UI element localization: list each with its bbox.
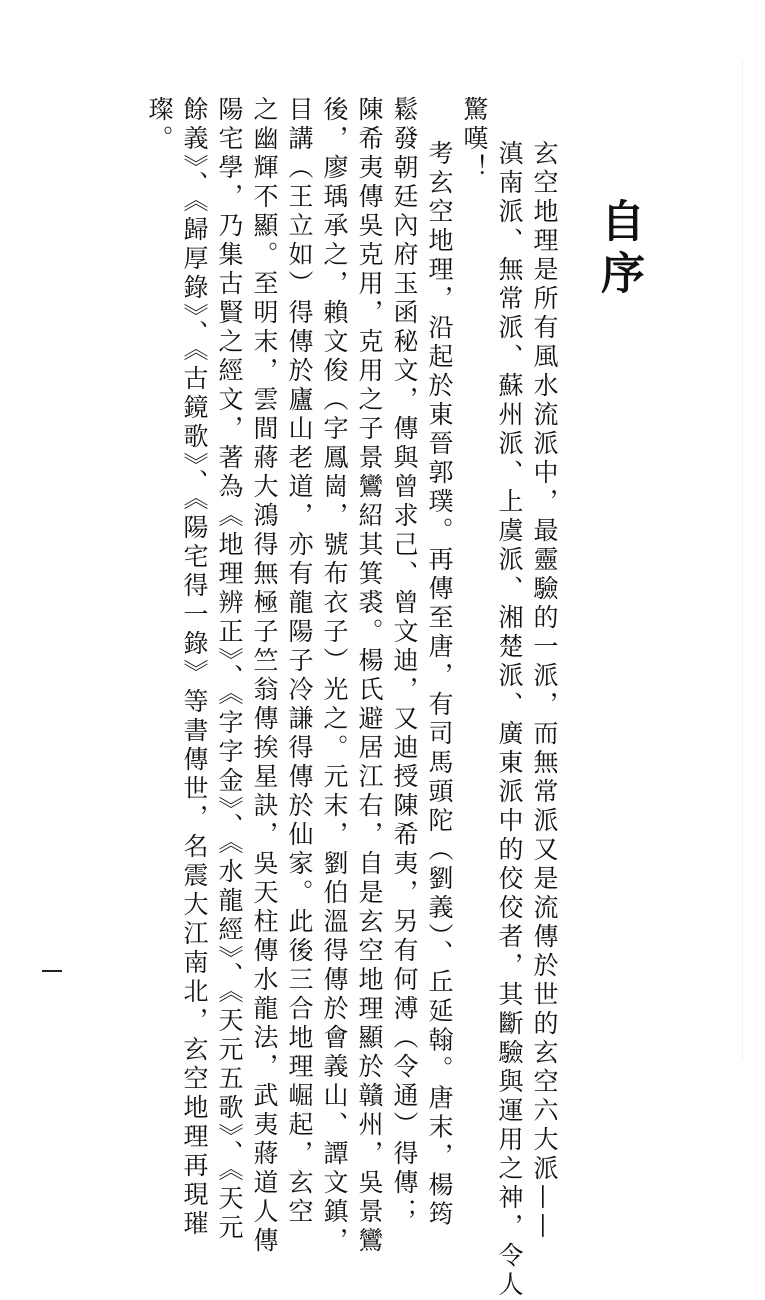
page-folio-mark bbox=[42, 970, 62, 972]
text-column-1: 玄空地理是所有風水流派中，最靈驗的一派，而無常派又是流傳於世的玄空六大派—— bbox=[530, 140, 559, 1242]
text-column-9: 之幽輝不顯。至明末，雲間蔣大鴻得無極子竺翁傳挨星訣，吳天柱傳水龍法，武夷蔣道人傳 bbox=[250, 96, 279, 1256]
text-column-8: 目講（王立如）得傳於廬山老道，亦有龍陽子冷謙得傳於仙家。此後三合地理崛起，玄空 bbox=[285, 96, 314, 1227]
text-column-10: 陽宅學，乃集古賢之經文，著為《地理辨正》、《字字金》、《水龍經》、《天元五歌》、《天元 bbox=[215, 96, 244, 1243]
page-edge bbox=[742, 60, 743, 1060]
text-column-11: 餘義》、《歸厚錄》、《古鏡歌》、《陽宅得一錄》等書傳世，名震大江南北，玄空地理再現璀 bbox=[180, 96, 209, 1239]
text-column-5: 鬆發朝廷內府玉函秘文，傳與曾求己、曾文迪，又迪授陳希夷，另有何溥（令通）得傳； bbox=[390, 96, 419, 1227]
text-column-12: 璨。 bbox=[145, 96, 174, 154]
text-column-7: 後，廖瑀承之，賴文俊（字鳳崗，號布衣子）光之。元末，劉伯溫得傳於會義山、譚文鎮， bbox=[320, 96, 349, 1256]
text-column-4: 考玄空地理，沿起於東晉郭璞。再傳至唐，有司馬頭陀（劉義）、丘延翰。唐末，楊筠 bbox=[425, 140, 454, 1230]
page-title: 自序 bbox=[593, 198, 644, 302]
text-column-2: 滇南派、無常派、蘇州派、上虞派、湘楚派、廣東派中的佼佼者，其斷驗與運用之神，令人 bbox=[495, 140, 524, 1300]
text-column-3: 驚嘆！ bbox=[460, 96, 489, 183]
text-column-6: 陳希夷傳吳克用，克用之子景鸞紹其箕裘。楊氏避居江右，自是玄空地理顯於贛州，吳景鸞 bbox=[355, 96, 384, 1256]
